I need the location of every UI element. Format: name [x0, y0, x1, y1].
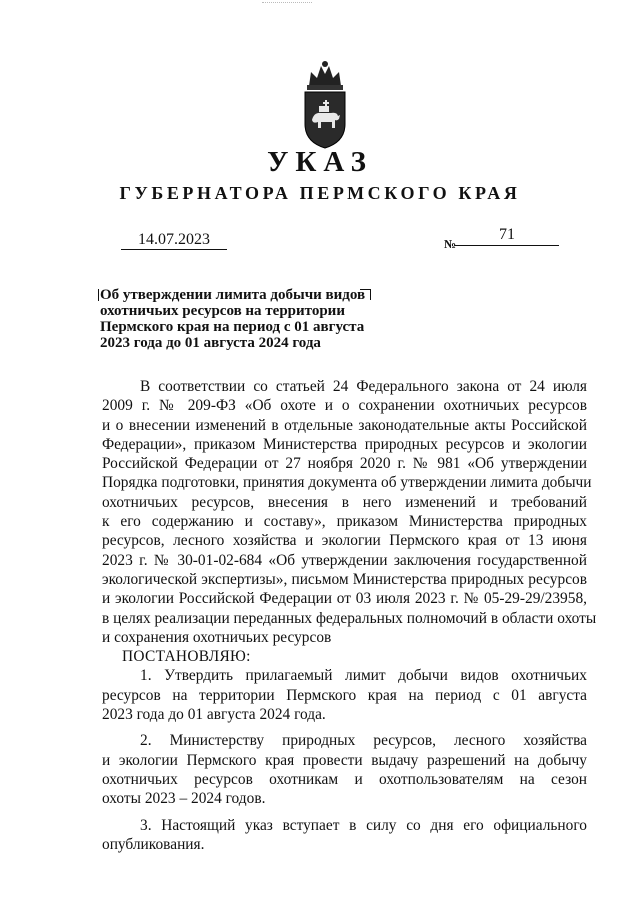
- item-2-line: 2. Министерству природных ресурсов, лесного хозяйства: [140, 732, 587, 750]
- perm-coat-of-arms-icon: [297, 58, 353, 150]
- document-title: УКАЗ: [267, 146, 373, 178]
- preamble-line: 2023 г. № 30-01-02-684 «Об утверждении заключения государственной: [102, 551, 587, 569]
- preamble-line: Российской Федерации от 27 ноября 2020 г. № 981 «Об утверждении: [102, 455, 587, 473]
- item-3-line: опубликования.: [102, 835, 205, 853]
- decree-body: [102, 377, 597, 854]
- subject-line: Пермского края на период с 01 августа: [100, 319, 365, 335]
- preamble-line: ресурсов, лесного хозяйства и экологии Пермского края от 13 июня: [102, 532, 587, 550]
- subject-line: 2023 года до 01 августа 2024 года: [100, 335, 321, 351]
- preamble-line: В соответствии со статьей 24 Федерального закона от 24 июля: [140, 378, 587, 395]
- item-2-line: охоты 2023 – 2024 годов.: [102, 790, 266, 808]
- preamble-line: в целях реализации переданных федеральных полномочий в области охоты: [102, 609, 597, 627]
- decree-subject: [100, 287, 375, 351]
- decree-number: 71: [455, 227, 559, 246]
- subject-line: Об утверждении лимита добычи видов: [100, 287, 366, 303]
- preamble-line: и экологии Российской Федерации от 03 июля 2023 г. № 05-29-29/23958,: [102, 590, 587, 608]
- decree-date: 14.07.2023: [121, 232, 227, 250]
- item-2-line: и экологии Пермского края провести выдачу разрешений на добычу: [102, 751, 587, 769]
- preamble-line: 2009 г. № 209-ФЗ «Об охоте и о сохранении охотничьих ресурсов: [102, 397, 587, 415]
- item-3-line: 3. Настоящий указ вступает в силу со дня его официального: [140, 816, 587, 834]
- decree-operative-word: ПОСТАНОВЛЯЮ:: [122, 648, 251, 666]
- preamble-line: и о внесении изменений в отдельные законодательные акты Российской: [102, 416, 587, 434]
- preamble-line: охотничьих ресурсов, внесения в него изменений и требований: [102, 493, 587, 511]
- preamble-line: и сохранения охотничьих ресурсов: [102, 628, 332, 646]
- subject-line: охотничьих ресурсов на территории: [100, 303, 345, 319]
- item-1-line: ресурсов на территории Пермского края на период с 01 августа: [102, 686, 587, 704]
- number-sign: №: [444, 237, 457, 251]
- preamble-line: Порядка подготовки, принятия документа об утверждении лимита добычи: [102, 474, 592, 492]
- scan-mark: [262, 2, 312, 5]
- preamble-line: Федерации», приказом Министерства природных ресурсов и экологии: [102, 435, 587, 453]
- item-1-line: 1. Утвердить прилагаемый лимит добычи видов охотничьих: [140, 667, 587, 685]
- document-subtitle: ГУБЕРНАТОРА ПЕРМСКОГО КРАЯ: [119, 183, 521, 203]
- preamble-line: экологической экспертизы», письмом Министерства природных ресурсов: [102, 570, 587, 588]
- item-1-line: 2023 года до 01 августа 2024 года.: [102, 706, 326, 724]
- item-2-line: охотничьих ресурсов охотникам и охотпользователям на сезон: [102, 770, 587, 788]
- preamble-line: к его содержанию и составу», приказом Министерства природных: [102, 513, 587, 531]
